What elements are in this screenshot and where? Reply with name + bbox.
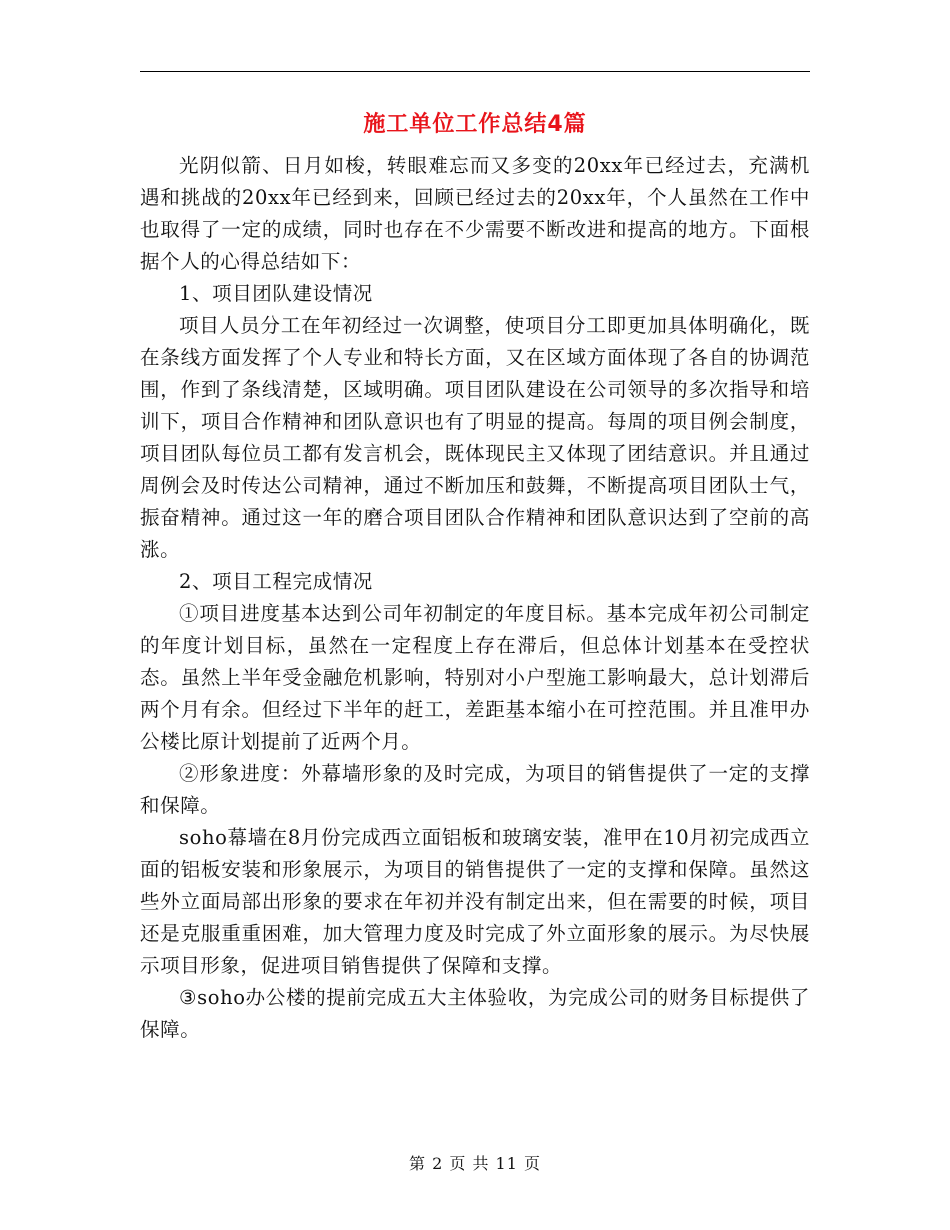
team-paragraph: 项目人员分工在年初经过一次调整，使项目分工即更加具体明确化，既在条线方面发挥了个人专业和特长方面，又在区域方面体现了各自的协调范围，作到了条线清楚，区域明确。项目团队建设在公司领导的多次指导和培训下，项目合作精神和团队意识也有了明显的提高。每周的项目例会制度，项目团队每位员工都有发言机会，既体现民主又体现了团结意识。并且通过周例会及时传达公司精神，通过不断加压和鼓舞，不断提高项目团队士气，振奋精神。通过这一年的磨合项目团队合作精神和团队意识达到了空前的高涨。	[140, 314, 810, 561]
intro-paragraph: 光阴似箭、日月如梭，转眼难忘而又多变的20xx年已经过去，充满机遇和挑战的20xx年已经到来，回顾已经过去的20xx年，个人虽然在工作中也取得了一定的成绩，同时也存在不少需要不断改进和提高的地方。下面根据个人的心得总结如下：	[140, 154, 810, 273]
header-rule	[140, 71, 810, 72]
page-number: 第 2 页 共 11 页	[409, 1154, 541, 1173]
progress-item-1: ①项目进度基本达到公司年初制定的年度目标。基本完成年初公司制定的年度计划目标，虽然在一定程度上存在滞后，但总体计划基本在受控状态。虽然上半年受金融危机影响，特别对小户型施工影响最大，总计划滞后两个月有余。但经过下半年的赶工，差距基本缩小在可控范围。并且准甲办公楼比原计划提前了近两个月。	[140, 602, 810, 753]
document-body	[140, 150, 810, 1046]
progress-item-2: ②形象进度：外幕墙形象的及时完成，为项目的销售提供了一定的支撑和保障。	[140, 762, 810, 817]
curtain-wall-paragraph: soho幕墙在8月份完成西立面铝板和玻璃安装，准甲在10月初完成西立面的铝板安装和形象展示，为项目的销售提供了一定的支撑和保障。虽然这些外立面局部出形象的要求在年初并没有制定出来，但在需要的时候，项目还是克服重重困难，加大管理力度及时完成了外立面形象的展示。为尽快展示项目形象，促进项目销售提供了保障和支撑。	[140, 826, 810, 977]
document-title: 施工单位工作总结4篇	[363, 112, 587, 137]
progress-item-3: ③soho办公楼的提前完成五大主体验收，为完成公司的财务目标提供了保障。	[140, 986, 810, 1041]
section-heading-team: 1、项目团队建设情况	[179, 282, 373, 305]
section-heading-progress: 2、项目工程完成情况	[179, 570, 373, 593]
